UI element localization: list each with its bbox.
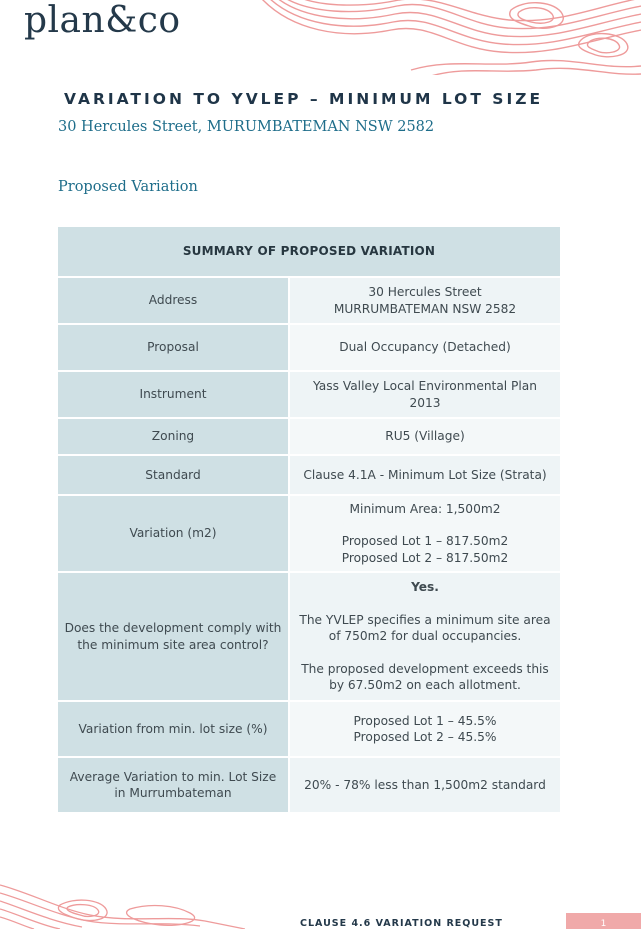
value-line: MURRUMBATEMAN NSW 2582 xyxy=(333,301,517,316)
row-label: Does the development comply with the minimum site area control? xyxy=(58,573,290,702)
value-line: Dual Occupancy (Detached) xyxy=(339,340,511,355)
row-label: Variation (m2) xyxy=(58,496,290,573)
row-label: Average Variation to min. Lot Size in Murrumbateman xyxy=(58,758,290,814)
table-row xyxy=(58,456,560,496)
value-line: Proposed Lot 2 – 45.5% xyxy=(353,730,497,744)
document-title: VARIATION TO YVLEP – MINIMUM LOT SIZE xyxy=(64,90,544,108)
company-logo: plan&co xyxy=(24,0,181,41)
topographic-pattern-bottom xyxy=(0,879,245,929)
value-line: 20% - 78% less than 1,500m2 standard xyxy=(304,777,546,792)
row-value xyxy=(290,419,560,456)
table-row xyxy=(58,702,560,758)
table-row xyxy=(58,573,560,702)
row-label: Proposal xyxy=(58,325,290,372)
row-label: Variation from min. lot size (%) xyxy=(58,702,290,758)
table-row xyxy=(58,325,560,372)
row-value xyxy=(290,456,560,496)
footer-label: CLAUSE 4.6 VARIATION REQUEST xyxy=(300,918,503,929)
row-value xyxy=(290,702,560,758)
table-row xyxy=(58,372,560,419)
table-row xyxy=(58,419,560,456)
value-line: Yes. xyxy=(411,580,439,595)
row-value xyxy=(290,325,560,372)
value-line: The YVLEP specifies a minimum site area of 750m2 for dual occupancies. xyxy=(299,612,551,644)
value-line: Yass Valley Local Environmental Plan 2013 xyxy=(313,379,537,410)
row-value xyxy=(290,573,560,702)
row-label: Address xyxy=(58,278,290,325)
page-number: 1 xyxy=(566,913,641,929)
table-row xyxy=(58,758,560,814)
row-label: Zoning xyxy=(58,419,290,456)
row-value xyxy=(290,372,560,419)
row-label: Standard xyxy=(58,456,290,496)
table-row xyxy=(58,278,560,325)
value-line: Clause 4.1A - Minimum Lot Size (Strata) xyxy=(303,467,547,482)
row-value xyxy=(290,496,560,573)
value-line: 30 Hercules Street xyxy=(368,285,482,299)
document-address: 30 Hercules Street, MURUMBATEMAN NSW 2582 xyxy=(58,119,435,135)
value-line: Proposed Lot 1 – 45.5% xyxy=(353,713,497,728)
table-heading: SUMMARY OF PROPOSED VARIATION xyxy=(58,227,560,278)
row-label: Instrument xyxy=(58,372,290,419)
row-value xyxy=(290,758,560,814)
table-header-row xyxy=(58,227,560,278)
value-line: The proposed development exceeds this by 67.50m2 on each allotment. xyxy=(301,661,549,693)
summary-table xyxy=(58,227,560,814)
row-value xyxy=(290,278,560,325)
topographic-pattern-top xyxy=(261,0,641,75)
value-line: RU5 (Village) xyxy=(385,429,465,444)
section-heading: Proposed Variation xyxy=(58,179,198,195)
value-line: Proposed Lot 2 – 817.50m2 xyxy=(341,550,509,565)
value-line: Minimum Area: 1,500m2 xyxy=(349,501,501,516)
value-line: Proposed Lot 1 – 817.50m2 xyxy=(341,534,509,549)
table-row xyxy=(58,496,560,573)
